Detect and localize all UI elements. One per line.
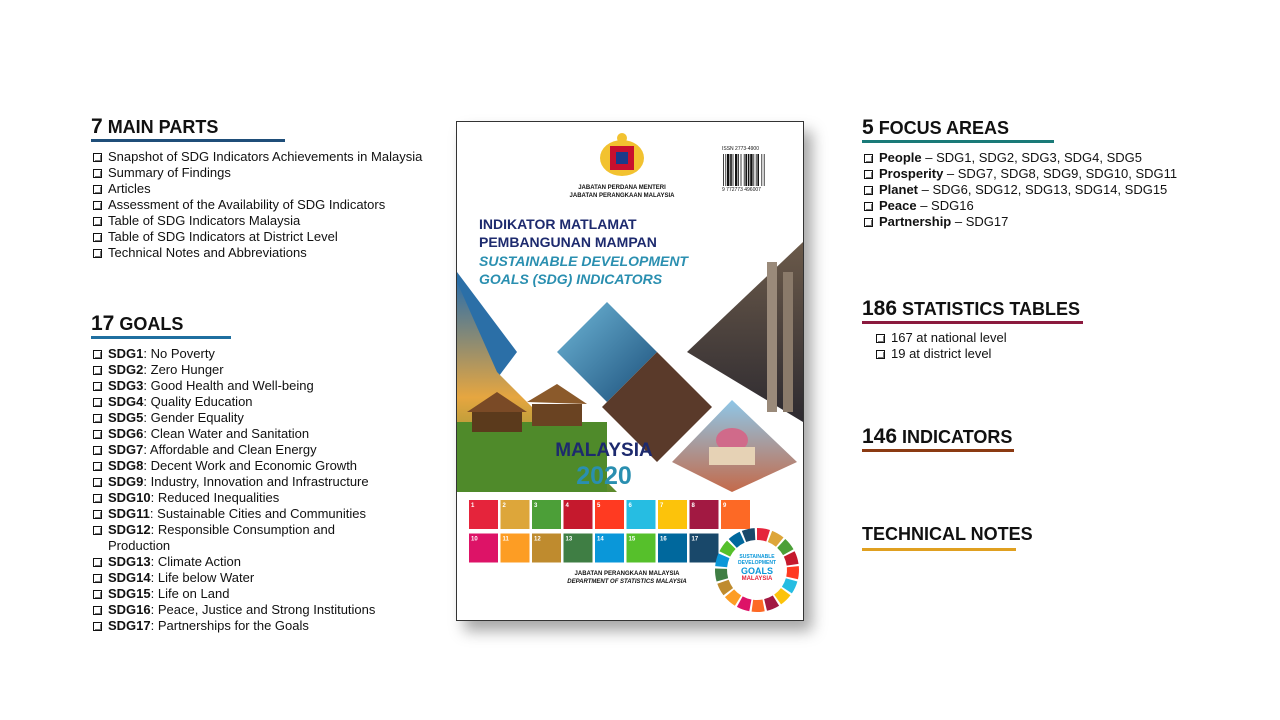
checkbox-bullet-icon xyxy=(876,334,885,343)
barcode-bar xyxy=(745,154,747,186)
cover-barcode-number: 9 772773 496007 xyxy=(722,187,761,193)
wheel-text-line1: SUSTAINABLE xyxy=(739,554,775,560)
checkbox-bullet-icon xyxy=(93,153,102,162)
focus-areas-count: 5 xyxy=(862,116,874,139)
checkbox-bullet-icon xyxy=(93,430,102,439)
sdg-icon-grid xyxy=(469,500,750,563)
sdg-wheel-segment xyxy=(786,566,799,579)
list-item: SDG5: Gender Equality xyxy=(91,410,441,426)
technical-notes-rule xyxy=(862,548,1016,551)
checkbox-bullet-icon xyxy=(93,494,102,503)
checkbox-bullet-icon xyxy=(93,233,102,242)
sdg-wheel-segment xyxy=(715,568,728,581)
focus-areas-title: FOCUS AREAS xyxy=(878,118,1010,138)
list-item: SDG2: Zero Hunger xyxy=(91,362,441,378)
goals-section xyxy=(91,313,441,634)
checkbox-bullet-icon xyxy=(864,186,873,195)
statistics-tables-title: STATISTICS TABLES xyxy=(902,299,1081,319)
checkbox-bullet-icon xyxy=(93,217,102,226)
sdg-tile-number: 10 xyxy=(471,536,478,543)
list-item: SDG15: Life on Land xyxy=(91,586,441,602)
indicators-title: INDICATORS xyxy=(902,427,1013,447)
sdg-tile-number: 15 xyxy=(628,536,636,543)
list-item: Partnership – SDG17 xyxy=(862,214,1262,230)
list-item: SDG17: Partnerships for the Goals xyxy=(91,618,441,634)
sdg-tile-number: 7 xyxy=(660,503,664,509)
checkbox-bullet-icon xyxy=(93,622,102,631)
list-item: SDG10: Reduced Inequalities xyxy=(91,490,441,506)
cover-issn: ISSN 2773-4900 xyxy=(722,146,759,152)
sdg-tile-number: 9 xyxy=(723,503,727,509)
checkbox-bullet-icon xyxy=(864,170,873,179)
cover-year: 2020 xyxy=(576,462,632,490)
statistics-tables-heading xyxy=(862,298,1162,320)
list-item: SDG7: Affordable and Clean Energy xyxy=(91,442,441,458)
checkbox-bullet-icon xyxy=(93,558,102,567)
goals-title: GOALS xyxy=(119,314,184,334)
barcode-bar xyxy=(730,154,732,186)
checkbox-bullet-icon xyxy=(876,350,885,359)
sdg-tile-number: 8 xyxy=(691,503,695,509)
barcode-bar xyxy=(741,154,742,186)
checkbox-bullet-icon xyxy=(93,249,102,258)
main-parts-count: 7 xyxy=(91,115,103,138)
checkbox-bullet-icon xyxy=(93,526,102,535)
sdg-wheel-segment xyxy=(742,528,756,542)
barcode-bar xyxy=(727,154,729,186)
goals-heading xyxy=(91,313,441,335)
technical-notes-heading xyxy=(862,523,1122,545)
checkbox-bullet-icon xyxy=(864,202,873,211)
barcode-bar xyxy=(733,154,734,186)
barcode-bar xyxy=(725,154,726,186)
cover-agency-line1: JABATAN PERDANA MENTERI xyxy=(578,185,666,191)
statistics-tables-count: 186 xyxy=(862,297,898,320)
sdg-tile-number: 11 xyxy=(502,536,509,543)
checkbox-bullet-icon xyxy=(93,478,102,487)
list-item: Planet – SDG6, SDG12, SDG13, SDG14, SDG15 xyxy=(862,182,1262,198)
main-parts-heading xyxy=(91,116,451,138)
barcode-bar xyxy=(735,154,737,186)
list-item: Assessment of the Availability of SDG Indicators xyxy=(91,197,451,213)
list-item: 167 at national level xyxy=(874,330,1162,346)
list-item: Snapshot of SDG Indicators Achievements in Malaysia xyxy=(91,149,451,165)
indicators-count: 146 xyxy=(862,425,898,448)
checkbox-bullet-icon xyxy=(93,169,102,178)
focus-areas-list xyxy=(862,150,1262,230)
barcode-bar xyxy=(748,154,750,186)
sdg-wheel-segment xyxy=(757,528,770,541)
list-item: SDG9: Industry, Innovation and Infrastructure xyxy=(91,474,441,490)
sdg-tile-number: 16 xyxy=(660,536,667,543)
cover-footer-line1: JABATAN PERANGKAAN MALAYSIA xyxy=(574,571,680,577)
list-item: Table of SDG Indicators Malaysia xyxy=(91,213,451,229)
statistics-tables-section xyxy=(862,298,1162,362)
barcode-bar xyxy=(738,154,739,186)
barcode-bar xyxy=(757,154,759,186)
barcode-bar xyxy=(723,154,724,186)
cover-footer-line2: DEPARTMENT OF STATISTICS MALAYSIA xyxy=(567,579,687,585)
list-item: SDG16: Peace, Justice and Strong Institutions xyxy=(91,602,441,618)
checkbox-bullet-icon xyxy=(93,201,102,210)
list-item: People – SDG1, SDG2, SDG3, SDG4, SDG5 xyxy=(862,150,1262,166)
list-item: Summary of Findings xyxy=(91,165,451,181)
checkbox-bullet-icon xyxy=(93,446,102,455)
wheel-text-line3: GOALS xyxy=(740,566,773,576)
indicators-rule xyxy=(862,449,1014,452)
statistics-tables-list xyxy=(862,330,1162,362)
sdg-tile-number: 13 xyxy=(565,536,573,543)
list-item: SDG6: Clean Water and Sanitation xyxy=(91,426,441,442)
checkbox-bullet-icon xyxy=(93,510,102,519)
list-item: 19 at district level xyxy=(874,346,1162,362)
main-parts-rule xyxy=(91,139,285,142)
sdg-tile-number: 12 xyxy=(534,536,541,543)
checkbox-bullet-icon xyxy=(93,462,102,471)
sdg-tile-number: 17 xyxy=(691,536,699,543)
main-parts-list xyxy=(91,149,451,261)
checkbox-bullet-icon xyxy=(93,185,102,194)
goals-list xyxy=(91,346,441,634)
main-parts-section xyxy=(91,116,451,261)
list-item: SDG14: Life below Water xyxy=(91,570,441,586)
checkbox-bullet-icon xyxy=(864,154,873,163)
sdg-tile-number: 2 xyxy=(502,503,506,509)
barcode-bar xyxy=(761,154,762,186)
sdg-tile-number: 4 xyxy=(565,503,569,509)
indicators-heading xyxy=(862,426,1122,448)
list-item: Table of SDG Indicators at District Level xyxy=(91,229,451,245)
main-parts-title: MAIN PARTS xyxy=(107,117,219,137)
sdg-tile-number: 14 xyxy=(597,536,604,543)
checkbox-bullet-icon xyxy=(93,606,102,615)
barcode-bar xyxy=(753,154,754,186)
list-item: SDG8: Decent Work and Economic Growth xyxy=(91,458,441,474)
list-item: Prosperity – SDG7, SDG8, SDG9, SDG10, SDG11 xyxy=(862,166,1262,182)
list-item: Articles xyxy=(91,181,451,197)
barcode-bar xyxy=(756,154,757,186)
list-item: Peace – SDG16 xyxy=(862,198,1262,214)
cover-title-line1: INDIKATOR MATLAMAT xyxy=(479,216,637,232)
barcode-icon xyxy=(723,154,765,186)
checkbox-bullet-icon xyxy=(93,574,102,583)
cover-title-line3: SUSTAINABLE DEVELOPMENT xyxy=(479,253,688,269)
report-cover-image xyxy=(456,121,804,621)
list-item: SDG1: No Poverty xyxy=(91,346,441,362)
sdg-wheel-segment xyxy=(752,599,765,612)
barcode-bar xyxy=(764,154,765,186)
list-item: SDG13: Climate Action xyxy=(91,554,441,570)
barcode-bar xyxy=(750,154,752,186)
sdg-tile-number: 6 xyxy=(628,503,632,509)
goals-count: 17 xyxy=(91,312,115,335)
cover-country: MALAYSIA xyxy=(555,440,653,461)
checkbox-bullet-icon xyxy=(93,366,102,375)
sdg-tile-number: 3 xyxy=(534,503,538,509)
checkbox-bullet-icon xyxy=(93,382,102,391)
checkbox-bullet-icon xyxy=(93,590,102,599)
barcode-bar xyxy=(744,154,745,186)
list-item: Technical Notes and Abbreviations xyxy=(91,245,451,261)
checkbox-bullet-icon xyxy=(93,398,102,407)
checkbox-bullet-icon xyxy=(864,218,873,227)
list-item: SDG11: Sustainable Cities and Communities xyxy=(91,506,441,522)
cover-title-line4: GOALS (SDG) INDICATORS xyxy=(479,271,663,287)
focus-areas-section xyxy=(862,117,1262,230)
cover-agency-line2: JABATAN PERANGKAAN MALAYSIA xyxy=(569,193,675,199)
wheel-text-line2: DEVELOPMENT xyxy=(737,560,777,566)
goals-rule xyxy=(91,336,231,339)
checkbox-bullet-icon xyxy=(93,350,102,359)
sdg-tile-number: 5 xyxy=(597,503,601,509)
checkbox-bullet-icon xyxy=(93,414,102,423)
indicators-section xyxy=(862,426,1122,452)
focus-areas-heading xyxy=(862,117,1262,139)
technical-notes-title: TECHNICAL NOTES xyxy=(862,524,1033,544)
list-item: SDG4: Quality Education xyxy=(91,394,441,410)
focus-areas-rule xyxy=(862,140,1054,143)
list-item-continuation: Production xyxy=(108,538,171,553)
cover-title-line2: PEMBANGUNAN MAMPAN xyxy=(479,234,657,250)
wheel-text-line4: MALAYSIA xyxy=(741,576,773,582)
technical-notes-section xyxy=(862,523,1122,551)
sdg-tile-number: 1 xyxy=(471,503,475,509)
coat-of-arms-icon xyxy=(600,133,644,176)
list-item: SDG3: Good Health and Well-being xyxy=(91,378,441,394)
statistics-tables-rule xyxy=(862,321,1083,324)
list-item: SDG12: Responsible Consumption and xyxy=(91,522,441,538)
